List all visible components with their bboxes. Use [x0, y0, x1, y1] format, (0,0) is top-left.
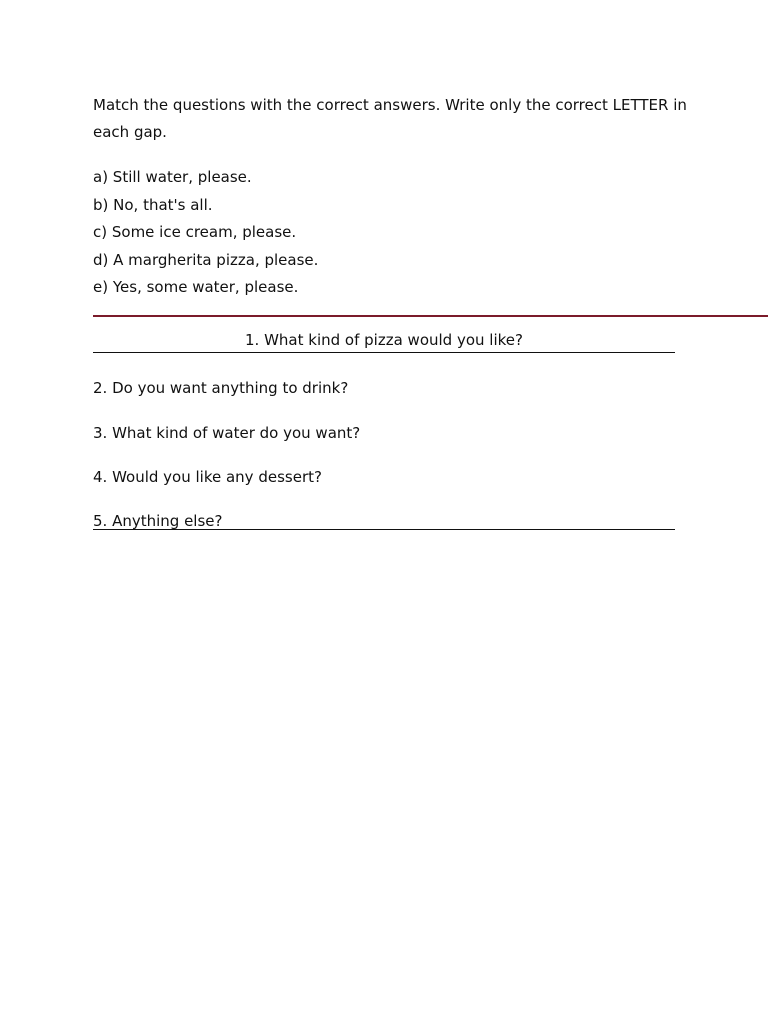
instructions-text: Match the questions with the correct answers. Write only the correct LETTER in each gap. [93, 96, 687, 141]
question-5[interactable]: 5. Anything else? [93, 511, 675, 530]
question-2: 2. Do you want anything to drink? [93, 379, 349, 397]
question-1[interactable]: 1. What kind of pizza would you like? [93, 328, 675, 353]
answer-item-c: c) Some ice cream, please. [93, 223, 297, 241]
answer-item-b: b) No, that's all. [93, 195, 213, 214]
question-4: 4. Would you like any dessert? [93, 468, 322, 486]
answer-item-a: a) Still water, please. [93, 168, 252, 186]
answer-list [93, 164, 318, 302]
question-3: 3. What kind of water do you want? [93, 424, 361, 442]
answer-item-e: e) Yes, some water, please. [93, 278, 299, 296]
section-divider [93, 315, 768, 317]
answer-item-d: d) A margherita pizza, please. [93, 250, 319, 269]
